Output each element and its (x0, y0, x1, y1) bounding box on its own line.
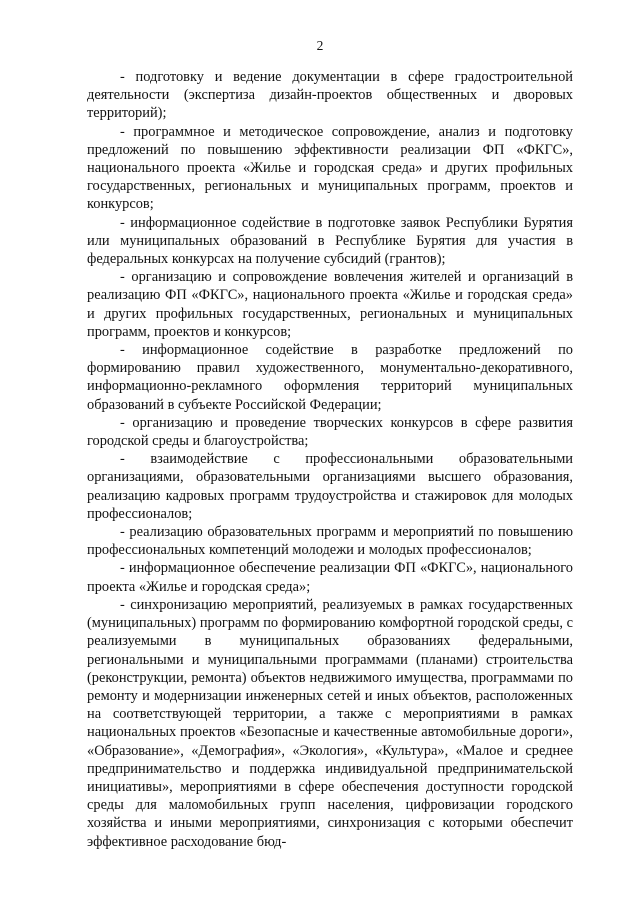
paragraph-program-support: - программное и методическое сопровождение, анализ и подготовку предложений по повышению эффективности реализации ФП «ФКГС», национального проекта «Жилье и городская среда» и других профильных государственных, региональных и муниципальных программ, проектов и конкурсов; (87, 123, 573, 213)
paragraph-synchronization: - синхронизацию мероприятий, реализуемых в рамках государственных (муниципальных) программ по формированию комфортной городской среды, с реализуемыми в муниципальных образованиях федеральными, региональными и муниципальными программами (планами) строительства (реконструкции, ремонта) объектов недвижимого имущества, программами по ремонту и модернизации инженерных сетей и иных объектов, расположенных на соответствующей территории, а также с мероприятиями в рамках национальных проектов «Безопасные и качественные автомобильные дороги», «Образование», «Демография», «Экология», «Культура», «Малое и среднее предпринимательство и поддержка индивидуальной предпринимательской инициативы», мероприятиями в сфере обеспечения доступности городской среды для маломобильных групп населения, цифровизации городского хозяйства и иными мероприятиями, синхронизация с которыми обеспечит эффективное расходование бюд- (87, 596, 573, 850)
paragraph-education-cooperation: - взаимодействие с профессиональными образовательными организациями, образовательными организациями высшего образования, реализацию кадровых программ трудоустройства и стажировок для молодых профессионалов; (87, 451, 573, 522)
paragraph-education-programs: - реализацию образовательных программ и мероприятий по повышению профессиональных компетенций молодежи и молодых профессионалов; (87, 524, 573, 559)
paragraph-creative-contests: - организацию и проведение творческих конкурсов в сфере развития городской среды и благоустройства; (87, 414, 573, 450)
page-number: 2 (316, 38, 324, 53)
paragraph-information-support: - информационное обеспечение реализации ФП «ФКГС», национального проекта «Жилье и городская среда»; (87, 560, 573, 595)
paragraph-resident-involvement: - организацию и сопровождение вовлечения жителей и организаций в реализацию ФП «ФКГС», национального проекта «Жилье и городская среда» и других профильных государственных, региональных и муниципальных программ, проектов и конкурсов; (87, 269, 573, 340)
paragraph-documentation: - подготовку и ведение документации в сфере градостроительной деятельности (экспертиза дизайн-проектов общественных и дворовых территорий); (87, 69, 573, 122)
paragraph-grant-applications: - информационное содействие в подготовке заявок Республики Бурятия или муниципальных образований в Республике Бурятия для участия в федеральных конкурсах на получение субсидий (грантов); (87, 214, 573, 268)
paragraph-design-rules: - информационное содействие в разработке предложений по формированию правил художественного, монументально-декоративного, информационно-рекламного оформления территорий муниципальных образований в субъекте Российской Федерации; (87, 342, 573, 413)
body-text (87, 68, 573, 851)
